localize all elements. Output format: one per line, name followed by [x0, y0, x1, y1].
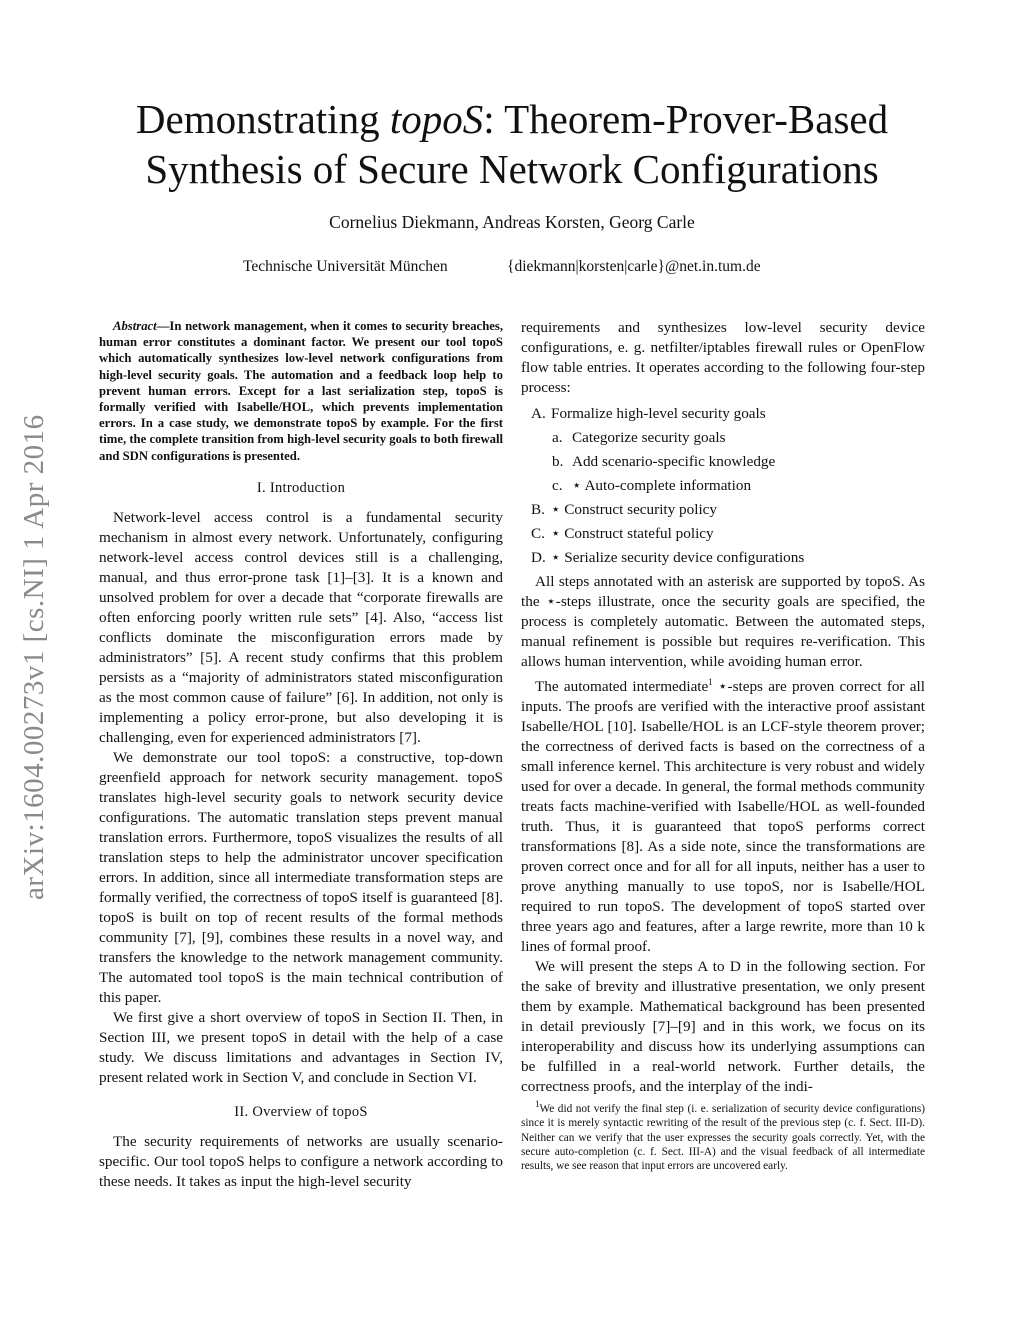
overview-paragraph-1-continued: requirements and synthesizes low-level security device configurations, e. g. netfilter/iptables firewall rules or OpenFlow flow table entries. It operates according to the following four-step process: [521, 319, 925, 396]
process-substep: a. Categorize security goals [552, 429, 726, 446]
process-substep: b. Add scenario-specific knowledge [552, 453, 776, 470]
overview-paragraph-1: The security requirements of networks are usually scenario-specific. Our tool topoS helps to configure a network according to these needs. It takes as input the high-level security [99, 1132, 503, 1190]
abstract [99, 318, 503, 464]
footnote [521, 1097, 925, 1174]
section-heading-overview: II. Overview of topoS [234, 1103, 368, 1120]
process-substep: c. ⋆ Auto-complete information [552, 477, 752, 494]
right-column [521, 318, 925, 1174]
title-line2: Synthesis of Secure Network Configurations [145, 146, 879, 192]
footnote-ref: 1 [708, 677, 713, 687]
title-tool-name: topoS [389, 96, 484, 142]
process-steps-list [521, 404, 925, 568]
intro-paragraph-3: We first give a short overview of topoS in Section II. Then, in Section III, we present topoS in detail with the help of a case study. We discuss limitations and advantages in Section IV, present related work in Section V, and conclude in Section VI. [99, 1008, 503, 1086]
left-column [99, 318, 503, 1192]
paper-title [100, 94, 924, 194]
title-line1-post: : Theorem-Prover-Based [483, 96, 889, 142]
process-step: C. ⋆ Construct stateful policy [531, 525, 714, 542]
section-heading-introduction: I. Introduction [256, 479, 346, 496]
process-step: D. ⋆ Serialize security device configurations [531, 549, 805, 566]
overview-paragraph-3: The automated intermediate$^1$ ⋆-steps are proven correct for all inputs. The proofs are verified with the interactive proof assistant Isabelle/HOL [10]. Isabelle/HOL is an LCF-style theorem prover; the correctness of derived facts is based on the correctness of a small inference kernel. This architecture is very robust and widely used for over a decade. In general, the formal methods community treats facts machine-verified with Isabelle/HOL as well-founded truth. Thus, it is guaranteed that topoS performs correct transformations [8]. As a side note, since the transformations are proven correct once and for all for all inputs, neither has a user to prove anything manually to use topoS, nor is Isabelle/HOL required to run topoS. The development of topoS started over three years ago and features, after a large rewrite, more than 10 k lines of formal proof. [521, 677, 926, 956]
email: {diekmann|korsten|carle}@net.in.tum.de [507, 258, 761, 275]
abstract-dash: — [156, 319, 170, 333]
footnote-text: We did not verify the final step (i. e. serialization of security device configurations) since it is merely syntactic rewriting of the result of the previous step (c. f. Sect. III-D). Neither can we verify that the user expresses the security goals correctly. Yet, with the secure auto-completion (c. f. Sect. III-A) and the visual feedback of all intermediate results, we see reason that input errors are uncovered early. [521, 1102, 925, 1173]
process-step: B. ⋆ Construct security policy [531, 501, 717, 518]
footnote-mark: 1 [535, 1099, 540, 1110]
abstract-text: In network management, when it comes to security breaches, human error constitutes a dominant factor. We present our tool topoS which automatically synthesizes low-level network configurations from high-level security goals. The automation and a feedback loop help to prevent human errors. Except for a last serialization step, topoS is formally verified with Isabelle/HOL, which prevents implementation errors. In a case study, we demonstrate topoS by example. For the first time, the complete transition from high-level security goals to both firewall and SDN configurations is presented. [99, 319, 503, 463]
process-step: A. Formalize high-level security goals [531, 405, 766, 422]
authors: Cornelius Diekmann, Andreas Korsten, Georg Carle [329, 212, 695, 232]
overview-paragraph-4: We will present the steps A to D in the following section. For the sake of brevity and illustrative presentation, we only present them by example. Mathematical background has been presented in detail previously [7]–[9] and in this work, we focus on its interoperability and discuss how its underlying assumptions can be fulfilled in a real-world network. Further details, the correctness proofs, and the interplay of the indi- [521, 958, 925, 1096]
intro-paragraph-2: We demonstrate our tool topoS: a constructive, top-down greenfield approach for network security management. topoS translates high-level security goals to network security device configurations. The automatic translation steps prevent manual translation errors. Furthermore, topoS visualizes the results of all translation steps to help the administrator uncover specification errors. In addition, since all intermediate transformation steps are formally verified, the correctness of topoS itself is guaranteed [8]. topoS is built on top of recent results of the formal methods community [7], [9], combines these results in a novel way, and transfers the knowledge to the network management community. The automated tool topoS is the main technical contribution of this paper. [99, 748, 503, 1006]
intro-paragraph-1: Network-level access control is a fundamental security mechanism in almost every network. Unfortunately, configuring network-level access control devices still is a challenging, manual, and thus error-prone task [1]–[3]. It is a known and unsolved problem for over a decade that “corporate firewalls are often enforcing poorly written rule sets” [4]. Also, “access list conflicts dominate the misconfiguration errors made by administrators” [5]. A recent study confirms that this problem persists as a “majority of administrators stated misconfiguration as the most common cause of failure” [6]. In addition, not only is implementing a policy error-prone, but also developing it is challenging, even for experienced administrators [7]. [99, 508, 503, 746]
title-line1-pre: Demonstrating [135, 96, 390, 142]
abstract-label: Abstract [113, 319, 157, 333]
overview-paragraph-2: All steps annotated with an asterisk are supported by topoS. As the ⋆-steps illustrate, once the security goals are specified, the process is completely automatic. Between the automated steps, manual refinement is possible but requires re-verification. This allows human intervention, while avoiding human error. [521, 573, 925, 670]
arxiv-stamp: arXiv:1604.00273v1 [cs.NI] 1 Apr 2016 [18, 414, 50, 900]
affiliation: Technische Universität München [243, 258, 448, 275]
